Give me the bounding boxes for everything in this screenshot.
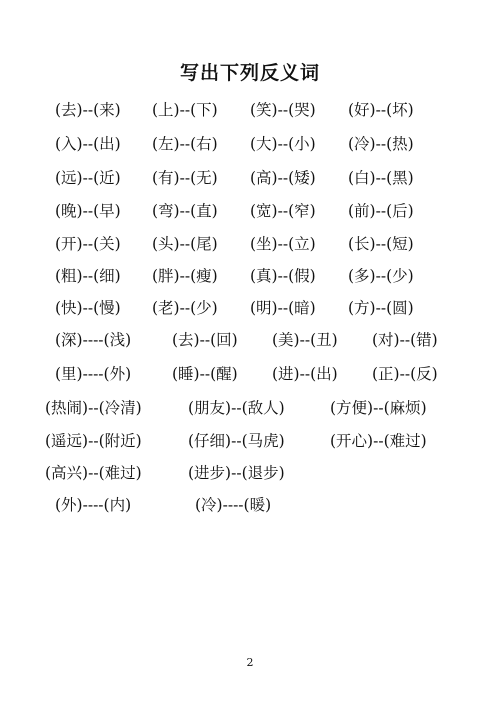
antonym-pair: (里)----(外)	[55, 365, 132, 383]
antonym-pair: (胖)--(瘦)	[152, 267, 218, 285]
antonym-pair: (白)--(黑)	[348, 169, 414, 187]
antonym-pair: (头)--(尾)	[152, 235, 218, 253]
antonym-pair: (多)--(少)	[348, 267, 414, 285]
antonym-pair: (粗)--(细)	[55, 267, 121, 285]
antonym-pair: (朋友)--(敌人)	[188, 399, 285, 417]
antonym-pair: (有)--(无)	[152, 169, 218, 187]
antonym-pair: (仔细)--(马虎)	[188, 432, 285, 450]
worksheet-title: 写出下列反义词	[179, 62, 320, 84]
antonym-row	[0, 362, 500, 386]
antonym-row	[0, 396, 500, 420]
antonym-pair: (高兴)--(难过)	[45, 464, 142, 482]
antonym-pair: (快)--(慢)	[55, 299, 121, 317]
antonym-pair: (睡)--(醒)	[172, 365, 238, 383]
antonym-pair: (晚)--(早)	[55, 202, 121, 220]
antonym-pair: (老)--(少)	[152, 299, 218, 317]
antonym-pair: (远)--(近)	[55, 169, 121, 187]
antonym-row	[0, 493, 500, 517]
antonym-pair: (长)--(短)	[348, 235, 414, 253]
antonym-pair: (高)--(矮)	[250, 169, 316, 187]
antonym-pair: (上)--(下)	[152, 101, 218, 119]
antonym-pair: (去)--(来)	[55, 101, 121, 119]
antonym-pair: (好)--(坏)	[348, 101, 414, 119]
antonym-pair: (坐)--(立)	[250, 235, 316, 253]
antonym-row	[0, 264, 500, 288]
antonym-row	[0, 98, 500, 122]
antonym-row	[0, 429, 500, 453]
antonym-pair: (真)--(假)	[250, 267, 316, 285]
antonym-pair: (左)--(右)	[152, 135, 218, 153]
antonym-pair: (宽)--(窄)	[250, 202, 316, 220]
antonym-pair: (冷)----(暖)	[195, 496, 272, 514]
antonym-pair: (美)--(丑)	[272, 331, 338, 349]
antonym-pair: (正)--(反)	[372, 365, 438, 383]
antonym-pair: (对)--(错)	[372, 331, 438, 349]
antonym-row	[0, 328, 500, 352]
antonym-pair: (笑)--(哭)	[250, 101, 316, 119]
antonym-row	[0, 461, 500, 485]
antonym-row	[0, 166, 500, 190]
antonym-row	[0, 199, 500, 223]
antonym-pair: (外)----(内)	[55, 496, 132, 514]
antonym-pair: (去)--(回)	[172, 331, 238, 349]
antonym-pair: (遥远)--(附近)	[45, 432, 142, 450]
antonym-pair: (方便)--(麻烦)	[330, 399, 427, 417]
page-number: 2	[246, 656, 254, 669]
antonym-pair: (大)--(小)	[250, 135, 316, 153]
antonym-pair: (前)--(后)	[348, 202, 414, 220]
antonym-pair: (入)--(出)	[55, 135, 121, 153]
antonym-pair: (热闹)--(冷清)	[45, 399, 142, 417]
antonym-pair: (开心)--(难过)	[330, 432, 427, 450]
antonym-pair: (进步)--(退步)	[188, 464, 285, 482]
antonym-pair: (开)--(关)	[55, 235, 121, 253]
antonym-pair: (弯)--(直)	[152, 202, 218, 220]
antonym-pair: (深)----(浅)	[55, 331, 132, 349]
antonym-pair: (冷)--(热)	[348, 135, 414, 153]
antonym-row	[0, 232, 500, 256]
antonym-row	[0, 296, 500, 320]
antonym-pair: (方)--(圆)	[348, 299, 414, 317]
antonym-pair: (进)--(出)	[272, 365, 338, 383]
antonym-row	[0, 132, 500, 156]
antonym-pair: (明)--(暗)	[250, 299, 316, 317]
